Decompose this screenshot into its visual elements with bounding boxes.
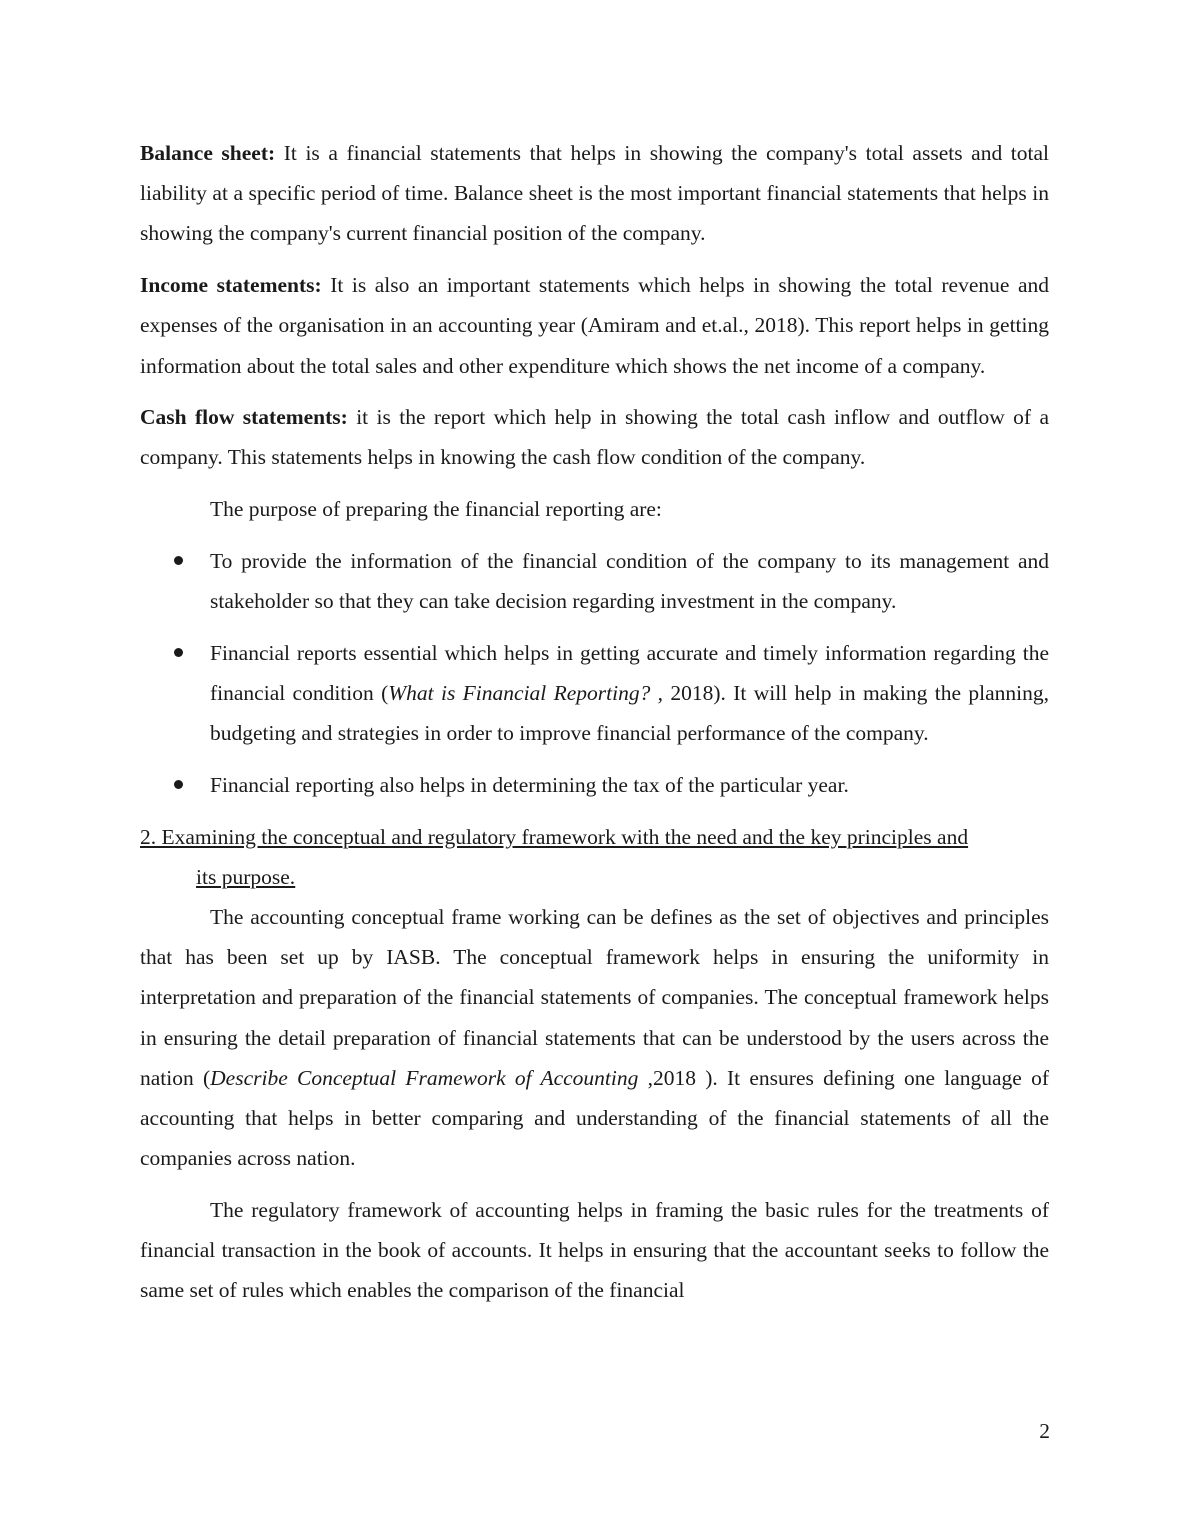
cash-flow-label: Cash flow statements: (140, 405, 348, 430)
balance-sheet-text: It is a financial statements that helps in showing the company's total assets and total liability at a specific period of time. Balance sheet is the most important financial statements that helps in showing the company's current financial position of the company. (140, 141, 1049, 246)
bullet-icon (174, 556, 183, 565)
purpose-bullet-list (140, 541, 1049, 805)
list-item (140, 765, 1049, 805)
section-2-heading (140, 817, 1049, 897)
regulatory-framework-paragraph: The regulatory framework of accounting helps in framing the basic rules for the treatments of financial transaction in the book of accounts. It helps in ensuring that the accountant seeks to follow the same set of rules which enables the comparison of the financial (140, 1197, 1049, 1303)
citation-title: What is Financial Reporting? (388, 680, 651, 705)
balance-sheet-label: Balance sheet: (140, 141, 276, 165)
bullet-icon (174, 780, 183, 789)
cash-flow-paragraph (140, 397, 1049, 477)
list-item (140, 633, 1049, 754)
cash-flow-text: it is the report which help in showing the total cash inflow and outflow of a company. This statements helps in knowing the cash flow condition of the company. (140, 405, 1049, 470)
bullet-text: Financial reporting also helps in determining the tax of the particular year. (210, 772, 849, 797)
conceptual-framework-paragraph (140, 897, 1049, 1178)
heading-line-1: 2. Examining the conceptual and regulatory framework with the need and the key principles and (140, 824, 969, 849)
income-statements-label: Income statements: (140, 273, 322, 298)
income-statements-paragraph (140, 265, 1049, 386)
list-item (140, 541, 1049, 621)
page-number: 2 (1039, 1419, 1050, 1443)
paragraph-text: The accounting conceptual frame working can be defines as the set of objectives and principles that has been set up by IASB. The conceptual framework helps in ensuring the uniformity in interpretation and preparation of the financial statements of companies. The conceptual framework helps in ensuring the detail preparation of financial statements that can be understood by the users across the nation ( (140, 904, 1049, 1090)
bullet-text: Financial reports essential which helps in getting accurate and timely information regarding the financial condition ( (210, 640, 1049, 705)
paragraph-text: ,2018 ). It ensures defining one language of accounting that helps in better comparing and understanding of the financial statements of all the companies across nation. (140, 1065, 1049, 1171)
document-page (140, 133, 1049, 1322)
citation-title: Describe Conceptual Framework of Accounting (210, 1065, 639, 1090)
bullet-icon (174, 648, 183, 657)
income-statements-text: It is also an important statements which helps in showing the total revenue and expenses of the organisation in an accounting year (Amiram and et.al., 2018). This report helps in getting information about the total sales and other expenditure which shows the net income of a company. (140, 273, 1049, 378)
purpose-intro: The purpose of preparing the financial reporting are: (210, 497, 662, 522)
balance-sheet-paragraph (140, 133, 1049, 254)
bullet-text: , 2018). It will help in making the planning, budgeting and strategies in order to improve financial performance of the company. (210, 680, 1049, 746)
heading-line-2: its purpose. (196, 864, 296, 889)
bullet-text: To provide the information of the financial condition of the company to its management and stakeholder so that they can take decision regarding investment in the company. (210, 548, 1049, 614)
